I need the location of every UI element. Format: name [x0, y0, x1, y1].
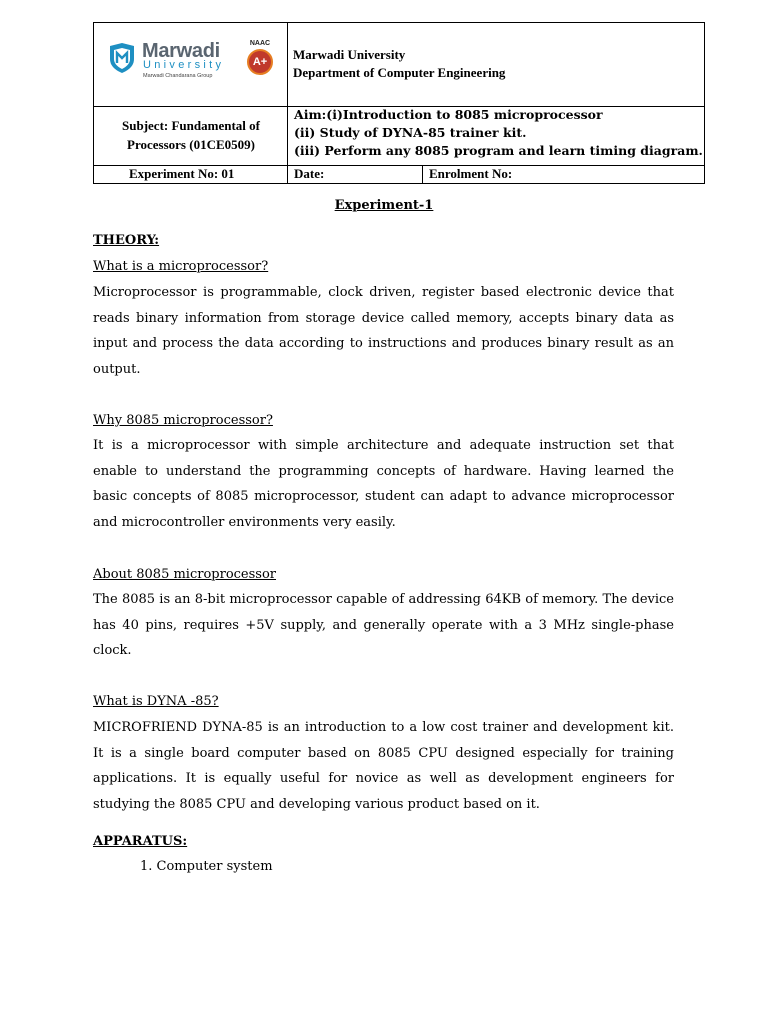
apparatus-heading: APPARATUS: — [93, 834, 188, 849]
section-heading: About 8085 microprocessor — [93, 567, 277, 582]
naac-badge — [245, 40, 275, 80]
section-heading: What is DYNA -85? — [93, 694, 219, 709]
experiment-title: Experiment-1 — [334, 198, 434, 213]
department-name: Department of Computer Engineering — [293, 65, 506, 80]
university-name: Marwadi University — [293, 47, 406, 62]
section-paragraph: Microprocessor is programmable, clock driven, register based electronic device that reads binary information from storage device called memory, accepts binary data as input and process the data according to instructions and produces binary result as an output. — [93, 285, 674, 377]
date-label: Date: — [294, 166, 325, 181]
logo-group: Marwadi Chandarana Group — [143, 73, 213, 79]
enrolment-label: Enrolment No: — [429, 166, 513, 181]
aim-line-3: (iii) Perform any 8085 program and learn timing diagram. — [294, 143, 703, 158]
apparatus-list — [140, 859, 273, 874]
subject-cell — [102, 116, 280, 154]
experiment-number: Experiment No: 01 — [129, 166, 235, 181]
logo-wordmark: Marwadi — [142, 40, 220, 62]
header-table — [93, 22, 705, 184]
university-logo — [94, 23, 288, 106]
section-paragraph: MICROFRIEND DYNA-85 is an introduction to a low cost trainer and development kit. It is a single board computer based on 8085 CPU designed especially for training applications. It is equally useful for novice as well as development engineers for studying the 8085 CPU and developing various product based on it. — [93, 720, 674, 812]
section-paragraph: The 8085 is an 8-bit microprocessor capable of addressing 64KB of memory. The device has 40 pins, requires +5V supply, and generally operate with a 3 MHz single-phase clock. — [93, 592, 674, 659]
col-divider — [422, 165, 423, 183]
aim-line-1: Aim:(i)Introduction to 8085 microprocessor — [294, 107, 603, 122]
logo-subtitle: University — [143, 59, 225, 71]
university-info — [293, 46, 505, 82]
section-heading: What is a microprocessor? — [93, 259, 269, 274]
shield-icon — [108, 43, 136, 73]
naac-seal-icon: A+ — [247, 49, 273, 75]
list-item: 1. Computer system — [140, 859, 273, 874]
aim-line-2: (ii) Study of DYNA-85 trainer kit. — [294, 125, 527, 140]
subject-line-2: Processors (01CE0509) — [127, 137, 255, 152]
naac-label: NAAC — [249, 40, 271, 47]
aim-cell — [294, 106, 703, 160]
section-paragraph: It is a microprocessor with simple architecture and adequate instruction set that enable to understand the programming concepts of hardware. Having learned the basic concepts of 8085 microprocessor, student can adapt to advance microprocessor and microcontroller environments very easily. — [93, 438, 674, 530]
theory-heading: THEORY: — [93, 233, 160, 248]
section-heading: Why 8085 microprocessor? — [93, 413, 273, 428]
subject-line-1: Subject: Fundamental of — [122, 118, 260, 133]
